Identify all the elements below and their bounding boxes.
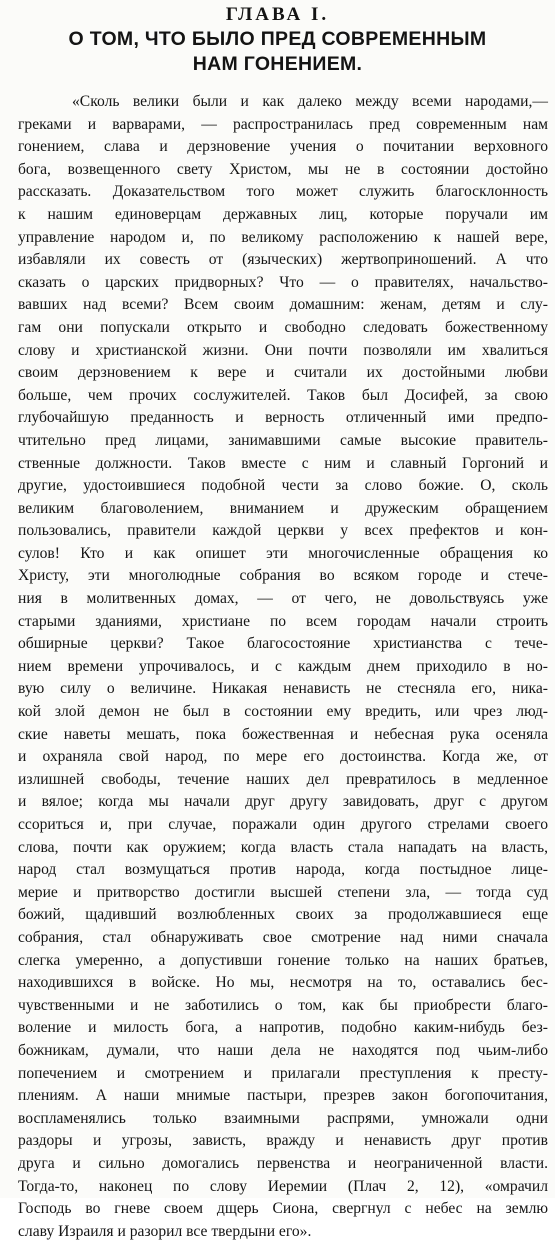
- text-line: народ стал возмущаться против народа, когда постыдное лице-: [18, 861, 548, 879]
- text-line: бога, возвещенного свету Христом, мы не в состоянии достойно: [18, 160, 548, 178]
- text-line: ния в молитвенных домах, — от чего, не довольствуясь уже: [18, 590, 548, 608]
- text-line: раздоры и угрозы, зависть, вражду и ненависть друг против: [18, 1132, 548, 1150]
- text-line: плениям. А наши мнимые пастыри, презрев закон богопочитания,: [18, 1087, 548, 1105]
- text-line: находившихся в войске. Но мы, несмотря на то, оставались бес-: [18, 974, 548, 992]
- text-line: и охраняла свой народ, по мере его достоинства. Когда же, от: [18, 748, 548, 766]
- text-line: слегка умеренно, а допустивши гонение только на наших братьев,: [18, 951, 548, 969]
- text-line: мерие и притворство достигли высшей степени зла, — тогда суд: [18, 883, 548, 901]
- chapter-title-line: О ТОМ, ЧТО БЫЛО ПРЕД СОВРЕМЕННЫМ: [68, 28, 487, 50]
- text-line: «Сколь велики были и как далеко между всеми народами,—: [72, 93, 548, 110]
- chapter-title-line: НАМ ГОНЕНИЕМ.: [192, 53, 363, 75]
- text-line: глубочайшую преданность и верность отличенный ими предпо-: [18, 409, 548, 427]
- text-line: обширные церкви? Такое благосостояние христианства с тече-: [18, 635, 548, 653]
- text-line: сказать о царских придворных? Что — о правителях, начальство-: [18, 273, 548, 291]
- text-line: и вялое; когда мы начали друг другу завидовать, друг с другом: [18, 793, 548, 811]
- text-line: Христу, эти многолюдные собрания во всяком городе и стече-: [18, 567, 548, 585]
- text-line: к нашим единоверцам державных лиц, которые поручали им: [18, 205, 548, 223]
- text-line: божий, щадивший возлюбленных своих за продолжавшиеся еще: [18, 906, 548, 924]
- text-line: слову и христианской жизни. Они почти позволяли им хвалиться: [18, 341, 548, 359]
- text-line: великим благоволением, вниманием и дружеским обращением: [18, 499, 548, 517]
- chapter-number: ГЛАВА I.: [225, 4, 330, 25]
- text-line: гонением, слава и дерзновение учения о почитании верховного: [18, 138, 548, 156]
- text-line: сулов! Кто и как опишет эти многочисленные обращения ко: [18, 544, 548, 562]
- text-line: собрания, стал обнаруживать свое смотрение над ними сначала: [18, 928, 548, 946]
- text-line: излишней свободы, течение наших дел превратилось в медленное: [18, 770, 548, 788]
- text-line: больше, чем прочих сослужителей. Таков был Досифей, за свою: [18, 386, 548, 404]
- text-line: ские наветы мешать, пока божественная и небесная рука осеняла: [18, 725, 548, 743]
- text-line: нием времени упрочивалось, и с каждым днем приходило в но-: [18, 657, 548, 675]
- text-line: кой злой демон не был в состоянии ему вредить, или чрез люд-: [18, 703, 548, 721]
- text-line: ственные должности. Таков вместе с ним и славный Горгоний и: [18, 454, 548, 472]
- text-line: воление и милость бога, а напротив, подобно каким-нибудь без-: [18, 1019, 548, 1037]
- text-line: Тогда-то, наконец по слову Иеремии (Плач 2, 12), «омрачил: [18, 1177, 548, 1195]
- text-line: вую силу о величине. Никакая ненависть не стесняла его, ника-: [18, 680, 548, 698]
- body-text: [18, 91, 548, 1243]
- text-line: слова, почти как оружием; когда власть стала нападать на власть,: [18, 838, 548, 856]
- text-line: своим дерзновением к вере и считали их достойными любви: [18, 364, 548, 382]
- text-line: старыми зданиями, христиане по всем городам начали строить: [18, 612, 548, 630]
- text-line: гам они попускали открыто и свободно следовать божественному: [18, 318, 548, 336]
- text-line: чтительно пред лицами, занимавшими самые высокие правитель-: [18, 431, 548, 449]
- text-line: друга и сильно домогались первенства и неограниченной власти.: [18, 1154, 548, 1172]
- text-line: управление народом и, по великому расположению к нашей вере,: [18, 228, 548, 246]
- text-line: пользовались, правители каждой церкви у всех префектов и кон-: [18, 522, 548, 540]
- text-line: чувственными и не заботились о том, как бы приобрести благо-: [18, 996, 548, 1014]
- text-line: другие, удостоившиеся подобной чести за слово божие. О, сколь: [18, 477, 548, 495]
- text-line: славу Израиля и разорил все твердыни его».: [18, 1222, 312, 1240]
- text-line: божникам, думали, что наши дела не находятся под чьим-либо: [18, 1041, 548, 1059]
- text-line: попечением и смотрением и прилагали преступления к престу-: [18, 1064, 548, 1082]
- text-line: избавляли их совесть от (языческих) жертвоприношений. А что: [18, 251, 548, 269]
- text-line: ссориться и, при случае, поражали один другого стрелами своего: [18, 816, 548, 833]
- text-line: воспламенялись только взаимными распрями, умножали одни: [18, 1109, 548, 1127]
- chapter-title: [0, 27, 555, 77]
- text-line: Господь во гневе своем дщерь Сиона, свергнул с небес на землю: [18, 1200, 548, 1218]
- text-line: вавших над всеми? Всем своим домашним: женам, детям и слу-: [18, 296, 548, 314]
- text-line: греками и варварами, — распространилась пред современным нам: [18, 115, 548, 133]
- text-line: рассказать. Доказательством того может служить благосклонность: [18, 183, 548, 201]
